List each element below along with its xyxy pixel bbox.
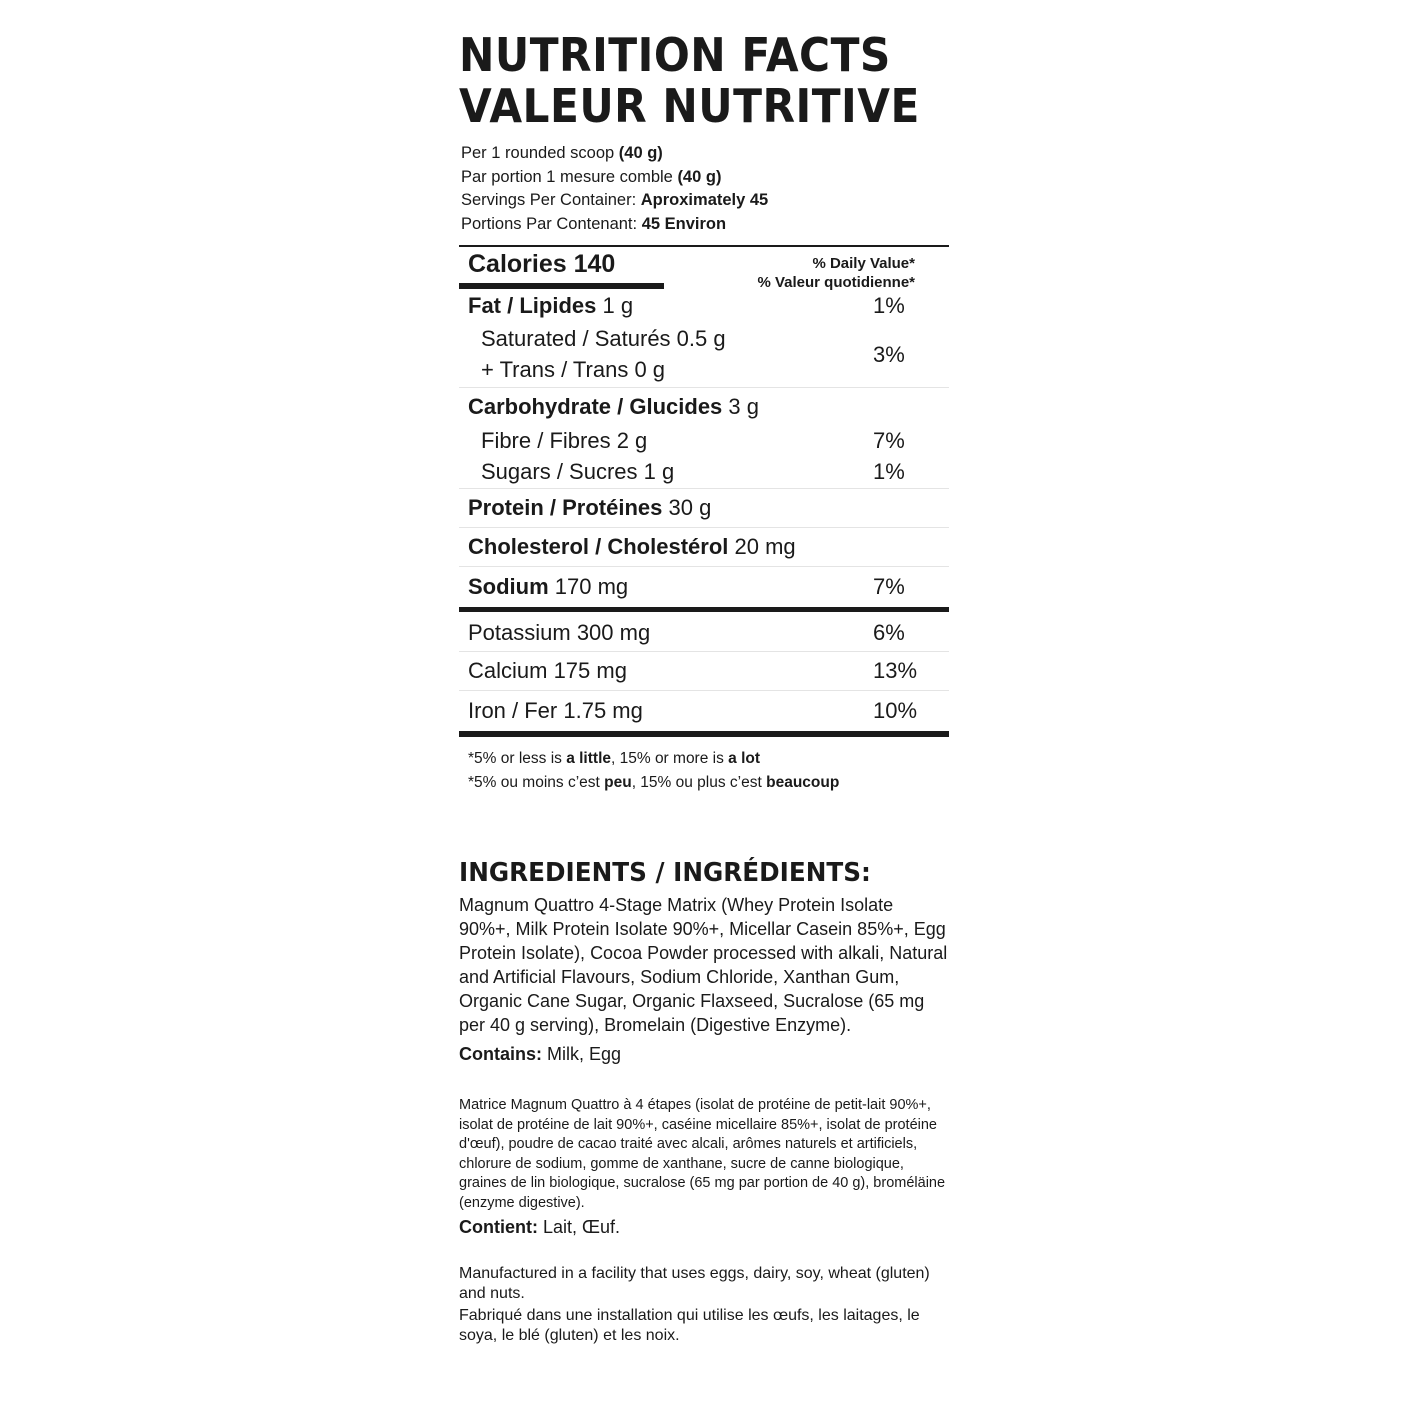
nutrient-row-calcium — [459, 652, 949, 690]
serving-size-en-value: (40 g) — [618, 144, 663, 162]
fibre-label: Fibre / Fibres 2 g — [481, 428, 648, 453]
nutrient-row-potassium — [459, 612, 949, 651]
footnote-en-c: , 15% or more is — [611, 750, 729, 767]
servings-fr-value: 45 Environ — [641, 214, 727, 233]
serving-size-en — [461, 142, 949, 166]
fat-amount: 1 g — [596, 293, 634, 318]
cholesterol-label — [459, 534, 796, 559]
contient-label: Contient: — [459, 1217, 538, 1237]
potassium-percent: 6% — [873, 620, 905, 645]
serving-info — [459, 142, 949, 236]
contains-value: Milk, Egg — [542, 1044, 622, 1064]
contient-value: Lait, Œuf. — [537, 1217, 621, 1237]
daily-value-en: % Daily Value* — [812, 255, 915, 272]
footnote — [459, 747, 949, 794]
title-french: VALEUR NUTRITIVE — [459, 79, 920, 133]
daily-value-header — [757, 254, 915, 292]
protein-amount: 30 g — [662, 495, 712, 520]
footnote-en-b: a little — [566, 750, 611, 767]
servings-en-value: Aproximately 45 — [640, 191, 769, 209]
footnote-en-d: a lot — [728, 750, 761, 767]
nutrient-row-protein — [459, 489, 949, 527]
iron-percent: 10% — [873, 698, 918, 723]
nutrient-row-sugars — [459, 456, 949, 488]
carbohydrate-label — [459, 394, 759, 419]
footnote-fr-d: beaucoup — [766, 773, 840, 791]
servings-per-container-fr — [461, 213, 949, 237]
ingredients-heading: INGREDIENTS / INGRÉDIENTS: — [459, 858, 871, 888]
footnote-fr-b: peu — [604, 773, 632, 791]
footnote-fr — [468, 771, 949, 795]
cholesterol-amount: 20 mg — [728, 534, 796, 559]
fat-name: Fat / Lipides — [468, 293, 597, 318]
bottom-thick-divider — [459, 731, 949, 737]
serving-size-en-label: Per 1 rounded scoop — [461, 144, 619, 162]
contains-label: Contains: — [459, 1044, 542, 1064]
trans-label: + Trans / Trans 0 g — [481, 357, 666, 382]
label-title — [459, 28, 920, 133]
nutrient-row-fat — [459, 289, 949, 323]
saturated-label: Saturated / Saturés 0.5 g — [481, 326, 726, 351]
sodium-amount: 170 mg — [548, 574, 629, 599]
footnote-fr-a: *5% ou moins c’est — [468, 773, 605, 791]
facility-french: Fabriqué dans une installation qui utilise les œufs, les laitages, le soya, le blé (gluten) et les noix. — [459, 1307, 920, 1344]
servings-per-container-en — [461, 189, 949, 213]
nutrient-row-sat-trans — [459, 323, 949, 387]
carbohydrate-name: Carbohydrate / Glucides — [468, 394, 723, 419]
nutrient-row-sodium — [459, 567, 949, 607]
daily-value-fr: % Valeur quotidienne* — [757, 274, 915, 291]
nutrient-row-carbohydrate — [459, 388, 949, 425]
ingredients-french: Matrice Magnum Quattro à 4 étapes (isolat de protéine de petit-lait 90%+, isolat de protéine de lait 90%+, caséine micellaire 85%+, isolat de protéine d'œuf), poudre de cacao traité avec alcali, arômes naturels et artificiels, chlorure de sodium, gomme de xanthane, sucre de canne biologique, graines de lin biologique, sucralose (65 mg par portion de 40 g), broméläine (enzyme digestive). — [459, 1097, 946, 1211]
sodium-label — [459, 574, 628, 599]
nutrient-row-iron — [459, 691, 949, 731]
footnote-en — [468, 747, 949, 771]
ingredients-section — [459, 855, 949, 1348]
carbohydrate-amount: 3 g — [722, 394, 759, 419]
title-english: NUTRITION FACTS — [459, 28, 891, 82]
cholesterol-name: Cholesterol / Cholestérol — [468, 534, 729, 559]
nutrition-facts-label — [459, 30, 949, 794]
protein-label — [459, 495, 711, 520]
footnote-fr-c: , 15% ou plus c’est — [631, 773, 767, 791]
fibre-percent: 7% — [873, 428, 905, 453]
contains-line — [459, 1042, 949, 1066]
calcium-percent: 13% — [873, 658, 918, 683]
contient-line — [459, 1215, 949, 1239]
protein-name: Protein / Protéines — [468, 495, 663, 520]
fat-percent: 1% — [873, 293, 905, 318]
footnote-en-a: *5% or less is — [468, 750, 567, 767]
potassium-label: Potassium 300 mg — [468, 620, 651, 645]
calories-row — [459, 247, 949, 289]
serving-size-fr — [461, 166, 949, 190]
facility-statement — [459, 1264, 949, 1345]
ingredients-english: Magnum Quattro 4-Stage Matrix (Whey Protein Isolate 90%+, Milk Protein Isolate 90%+, Micellar Casein 85%+, Egg Protein Isolate), Cocoa Powder processed with alkali, Natural and Artificial Flavours, Sodium Chloride, Xanthan Gum, Organic Cane Sugar, Organic Flaxseed, Sucralose (65 mg per 40 g serving), Bromelain (Digestive Enzyme). — [459, 895, 948, 1035]
fat-label — [459, 293, 633, 318]
sodium-name: Sodium — [468, 574, 549, 599]
iron-label: Iron / Fer 1.75 mg — [468, 698, 643, 723]
nutrient-row-fibre — [459, 425, 949, 456]
nutrient-row-cholesterol — [459, 528, 949, 566]
sugars-label: Sugars / Sucres 1 g — [481, 459, 675, 484]
sat-trans-percent: 3% — [873, 342, 905, 367]
servings-en-label: Servings Per Container: — [461, 191, 641, 209]
sodium-percent: 7% — [873, 574, 905, 599]
calories: Calories 140 — [468, 250, 616, 278]
facility-english: Manufactured in a facility that uses eggs, dairy, soy, wheat (gluten) and nuts. — [459, 1265, 930, 1302]
serving-size-fr-value: (40 g) — [677, 167, 722, 186]
sugars-percent: 1% — [873, 459, 905, 484]
servings-fr-label: Portions Par Contenant: — [461, 214, 642, 233]
calcium-label: Calcium 175 mg — [468, 658, 627, 683]
serving-size-fr-label: Par portion 1 mesure comble — [461, 167, 678, 186]
